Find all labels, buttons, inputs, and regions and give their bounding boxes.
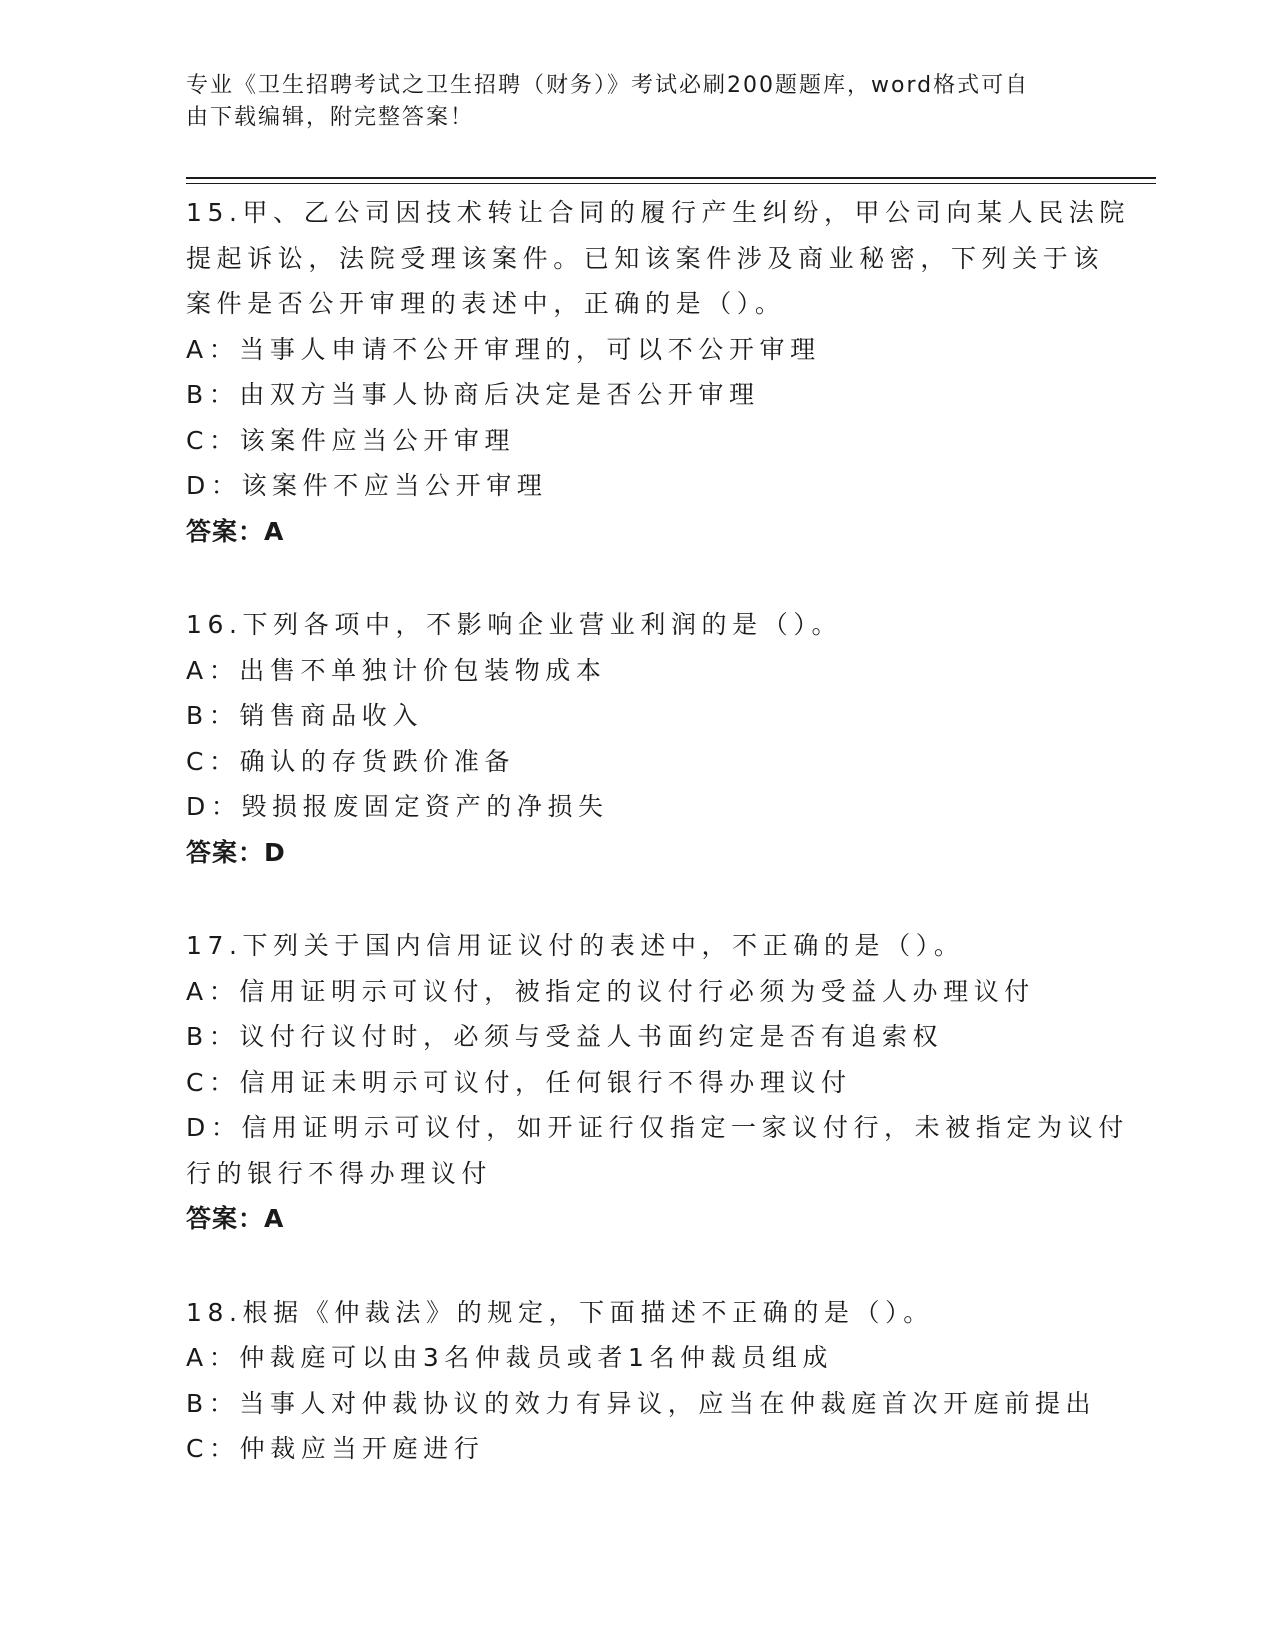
question-stem: 提起诉讼，法院受理该案件。已知该案件涉及商业秘密，下列关于该	[186, 243, 1105, 273]
answer-label: 答案：A	[186, 516, 285, 546]
question-stem: 案件是否公开审理的表述中，正确的是（）。	[186, 289, 786, 318]
option-b: B：销售商品收入	[186, 701, 423, 730]
option-d-continued: 行的银行不得办理议付	[186, 1158, 493, 1188]
header-divider	[186, 177, 1156, 179]
option-a: A：仲裁庭可以由3名仲裁员或者1名仲裁员组成	[186, 1343, 834, 1372]
option-c: C：该案件应当公开审理	[186, 425, 516, 455]
option-c: C：确认的存货跌价准备	[186, 746, 516, 776]
question-stem: 17.下列关于国内信用证议付的表述中，不正确的是（）。	[186, 931, 965, 960]
option-a: A：当事人申请不公开审理的，可以不公开审理	[186, 334, 821, 364]
option-b: B：议付行议付时，必须与受益人书面约定是否有追索权	[186, 1022, 944, 1051]
header-line: 由下载编辑，附完整答案！	[186, 105, 475, 130]
option-a: A：出售不单独计价包装物成本	[186, 655, 607, 685]
option-d: D：毁损报废固定资产的净损失	[186, 792, 609, 821]
option-c: C：仲裁应当开庭进行	[186, 1434, 485, 1463]
question-item	[186, 602, 1086, 875]
option-b: B：当事人对仲裁协议的效力有异议，应当在仲裁庭首次开庭前提出	[186, 1388, 1097, 1418]
question-stem: 16.下列各项中，不影响企业营业利润的是（）。	[186, 610, 843, 639]
header-divider-thin	[186, 183, 1156, 184]
question-item	[186, 923, 1129, 1242]
question-item	[186, 1290, 1097, 1472]
question-list	[186, 190, 1130, 1520]
question-item	[186, 190, 1130, 554]
option-d: D：该案件不应当公开审理	[186, 471, 548, 500]
document-header	[186, 70, 1066, 134]
answer-label: 答案：A	[186, 1204, 285, 1233]
option-b: B：由双方当事人协商后决定是否公开审理	[186, 380, 760, 409]
question-stem: 15.甲、乙公司因技术转让合同的履行产生纠纷，甲公司向某人民法院	[186, 198, 1130, 227]
question-stem: 18.根据《仲裁法》的规定，下面描述不正确的是（）。	[186, 1297, 934, 1327]
option-d: D：信用证明示可议付，如开证行仅指定一家议付行，未被指定为议付	[186, 1113, 1129, 1142]
answer-label: 答案：D	[186, 837, 286, 867]
option-a: A：信用证明示可议付，被指定的议付行必须为受益人办理议付	[186, 976, 1035, 1006]
option-c: C：信用证未明示可议付，任何银行不得办理议付	[186, 1067, 852, 1097]
header-line: 专业《卫生招聘考试之卫生招聘（财务）》考试必刷200题题库，word格式可自	[186, 73, 1030, 98]
